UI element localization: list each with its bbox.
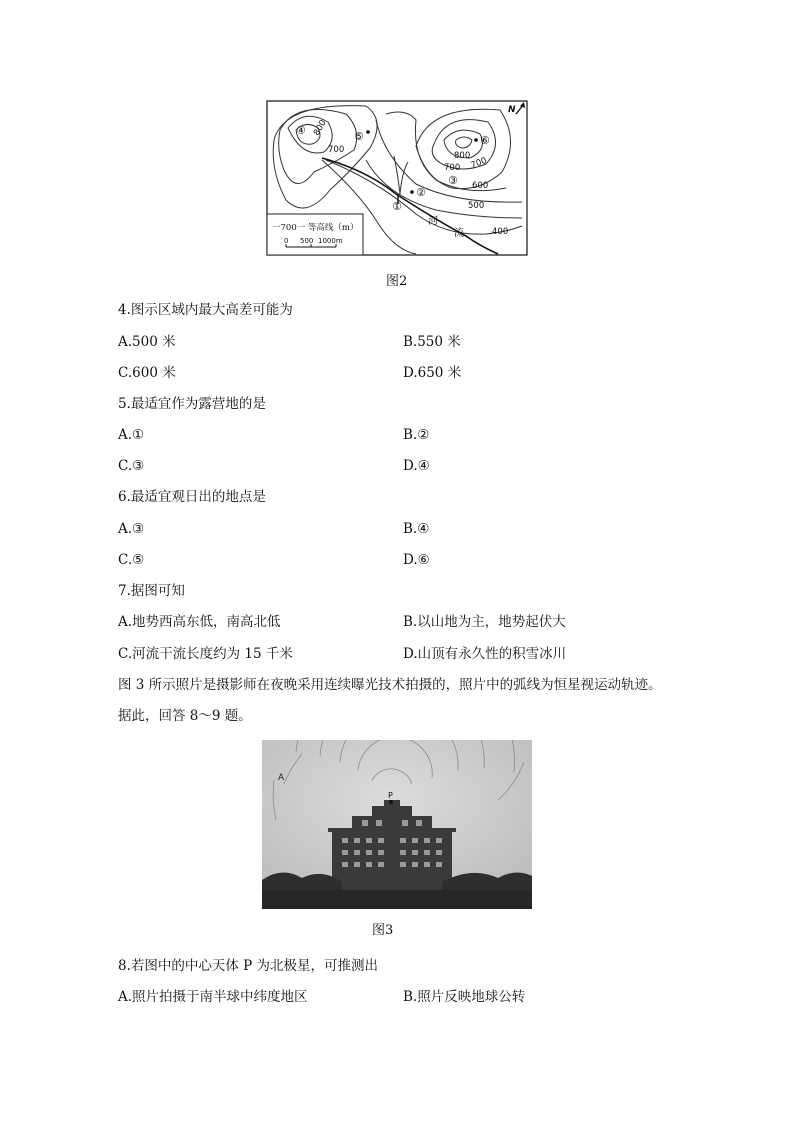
- contour-label: 800: [311, 118, 329, 138]
- contour-label: 700: [469, 155, 489, 171]
- contour-label: 600: [472, 181, 489, 191]
- question-4-stem: 4.图示区域内最大高差可能为: [118, 302, 293, 318]
- point-3-marker: ③: [448, 174, 458, 187]
- north-label: N: [508, 105, 516, 115]
- figure-3-caption: 图3: [372, 923, 394, 938]
- map-legend: [267, 214, 363, 255]
- question-7-stem: 7.据图可知: [118, 583, 185, 599]
- scale-tick: 1000m: [318, 237, 343, 245]
- question-7-option-d: D.山顶有永久性的积雪冰川: [403, 646, 567, 662]
- contour-map-figure: [266, 100, 528, 256]
- contour-label: 500: [468, 201, 485, 211]
- point-5-marker: ⑤: [354, 130, 364, 143]
- question-4-option-d: D.650 米: [403, 365, 462, 381]
- question-8-stem: 8.若图中的中心天体 P 为北极星，可推测出: [118, 958, 379, 974]
- question-8-option-a: A.照片拍摄于南半球中纬度地区: [118, 989, 308, 1005]
- question-7-option-a: A.地势西高东低，南高北低: [118, 614, 281, 630]
- pole-star-p-dot: [389, 800, 393, 804]
- point-1-marker: ①: [392, 200, 402, 213]
- question-5-stem: 5.最适宜作为露营地的是: [118, 396, 266, 412]
- point-4-marker: ④: [296, 124, 306, 137]
- question-4-option-c: C.600 米: [118, 365, 176, 381]
- question-4-option-a: A.500 米: [118, 334, 176, 350]
- question-5-option-d: D.④: [403, 458, 430, 474]
- question-6-option-a: A.③: [118, 521, 145, 537]
- question-7-option-c: C.河流干流长度约为 15 千米: [118, 646, 293, 662]
- question-6-option-b: B.④: [403, 521, 430, 537]
- star-trail-photo: [262, 740, 532, 909]
- scale-tick: 500: [300, 237, 314, 245]
- scale-tick: 0: [284, 237, 289, 245]
- question-6-stem: 6.最适宜观日出的地点是: [118, 489, 266, 505]
- question-8-option-b: B.照片反映地球公转: [403, 989, 526, 1005]
- question-5-option-a: A.①: [118, 427, 145, 443]
- river-char: 流: [454, 228, 464, 239]
- question-5-option-b: B.②: [403, 427, 430, 443]
- legend-contour-label: 一700一 等高线（m）: [272, 223, 359, 233]
- contour-label: 800: [454, 151, 471, 161]
- pole-star-p-label: P: [388, 791, 393, 800]
- star-a-label: A: [278, 773, 285, 783]
- figure-2-caption: 图2: [386, 274, 408, 289]
- river-char: 河: [428, 216, 438, 227]
- point-2-marker: ②: [416, 186, 426, 199]
- question-6-option-c: C.⑤: [118, 552, 145, 568]
- question-5-option-c: C.③: [118, 458, 145, 474]
- contour-label: 700: [328, 145, 345, 155]
- contour-label: 700: [444, 163, 461, 173]
- intro-line-1: 图 3 所示照片是摄影师在夜晚采用连续曝光技术拍摄的，照片中的弧线为恒星视运动轨迹。: [118, 677, 662, 693]
- question-7-option-b: B.以山地为主，地势起伏大: [403, 614, 566, 630]
- intro-line-2: 据此，回答 8～9 题。: [118, 708, 252, 724]
- contour-label: 400: [492, 227, 509, 237]
- question-4-option-b: B.550 米: [403, 334, 461, 350]
- point-6-marker: ⑥: [480, 134, 490, 147]
- question-6-option-d: D.⑥: [403, 552, 430, 568]
